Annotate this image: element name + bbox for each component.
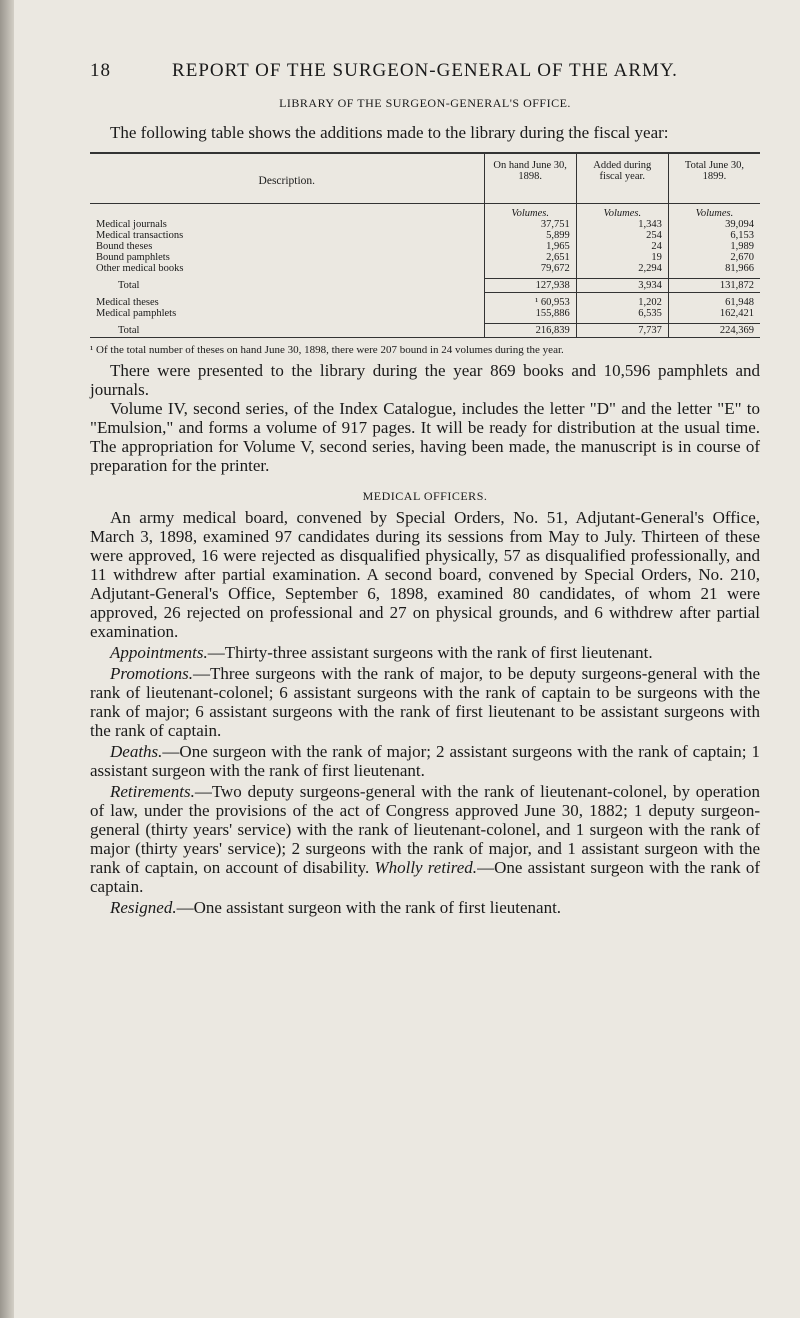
table-group-2	[90, 293, 760, 324]
group-2-descriptions	[90, 293, 484, 324]
table-cell: 3,934	[576, 279, 668, 293]
deaths-paragraph	[90, 742, 760, 780]
library-section-title: LIBRARY OF THE SURGEON-GENERAL'S OFFICE.	[279, 96, 571, 110]
table-cell: 1,202	[638, 297, 662, 308]
category-text: —Three surgeons with the rank of major, to be deputy surgeons-general with the rank of lieutenant-colonel; 6 assistant surgeons with the rank of captain to be surgeons with the rank of major; 6 assistant surgeons with the rank of first lieutenant to be assistant surgeons with the rank of captain.	[90, 664, 760, 740]
table-cell: 19	[651, 252, 662, 263]
table-cell: 254	[646, 230, 662, 241]
table-cell: 1,965	[546, 241, 570, 252]
table-cell: 6,153	[730, 230, 754, 241]
table-row-label: Medical theses	[96, 296, 159, 308]
units-label: Volumes.	[511, 208, 549, 219]
category-label: Promotions.	[110, 664, 193, 683]
group-2-added	[576, 293, 668, 324]
header-added: Added during fiscal year.	[576, 153, 668, 204]
table-cell: ¹ 60,953	[535, 297, 570, 308]
category-text: —Two deputy surgeons-general with the rank of lieutenant-colonel, by operation of law, under the provisions of the act of Congress approved June 30, 1882; 1 deputy surgeon-general (thirty years' service) with the rank of lieutenant-colonel, and 1 surgeon with the rank of major (thirty years' service); 2 surgeons with the rank of major, and 1 assistant surgeon with the rank of captain, on account of disability.	[90, 782, 760, 877]
appointments-paragraph	[90, 643, 760, 662]
page-number: 18	[90, 60, 111, 81]
category-text: —One assistant surgeon with the rank of captain.	[90, 858, 760, 896]
category-text: —One assistant surgeon with the rank of first lieutenant.	[176, 898, 562, 917]
category-text: —One surgeon with the rank of major; 2 assistant surgeons with the rank of captain; 1 assistant surgeon with the rank of first lieutenant.	[90, 742, 760, 780]
group-1-added	[576, 204, 668, 279]
library-intro: The following table shows the additions made to the library during the fiscal year:	[110, 123, 669, 142]
table-cell: 216,839	[484, 324, 576, 338]
table-row-label: Other medical books	[96, 263, 184, 274]
header-total: Total June 30, 1899.	[668, 153, 760, 204]
group-1-total	[668, 204, 760, 279]
table-cell: 81,966	[725, 263, 754, 274]
library-paragraph-presented: There were presented to the library during the year 869 books and 10,596 pamphlets and journals.	[90, 361, 760, 399]
page-binding-edge	[0, 0, 14, 1318]
medical-officers-title: MEDICAL OFFICERS.	[362, 489, 488, 503]
group-1-descriptions	[90, 204, 484, 279]
table-cell: 5,899	[546, 230, 570, 241]
table-cell: 7,737	[576, 324, 668, 338]
table-cell: 37,751	[540, 219, 570, 230]
library-additions-table	[90, 152, 760, 338]
table-cell: 6,535	[638, 308, 662, 319]
medical-board-paragraph: An army medical board, convened by Special Orders, No. 51, Adjutant-General's Office, March 3, 1898, examined 97 candidates during its sessions from May to July. Thirteen of these were approved, 16 were rejected as disqualified physically, 57 as disqualified professionally, and 11 withdrew after partial examination. A second board, convened by Special Orders, No. 210, Adjutant-General's Office, September 6, 1898, examined 80 candidates, of whom 21 were approved, 26 rejected on professional and 27 on physical grounds, and 6 withdrew after partial examination.	[90, 508, 760, 641]
group-2-on-hand	[484, 293, 576, 324]
table-row-label: Bound theses	[96, 241, 153, 252]
table-cell: 79,672	[540, 263, 570, 274]
table-total-row-2	[90, 324, 760, 338]
table-header-row	[90, 153, 760, 204]
category-label: Wholly retired.	[374, 858, 478, 877]
group-2-total	[668, 293, 760, 324]
table-cell: 155,886	[535, 308, 570, 319]
total-label: Total	[118, 279, 140, 291]
table-cell: 1,989	[730, 241, 754, 252]
category-text: —Thirty-three assistant surgeons with the rank of first lieutenant.	[207, 643, 653, 662]
resigned-paragraph	[90, 898, 760, 917]
retirements-paragraph	[90, 782, 760, 896]
table-cell: 2,651	[546, 252, 570, 263]
library-paragraph-index-catalogue: Volume IV, second series, of the Index Catalogue, includes the letter "D" and the letter "E" to "Emulsion," and forms a volume of 917 pages. It will be ready for distribution at the usual time. The appropriation for Volume V, second series, having been made, the manuscript is in course of preparation for the printer.	[90, 399, 760, 475]
running-header	[90, 60, 760, 82]
category-label: Retirements.	[110, 782, 195, 801]
category-label: Deaths.	[110, 742, 163, 761]
table-row-label: Medical journals	[96, 219, 167, 230]
table-row-label: Medical pamphlets	[96, 307, 177, 319]
total-label: Total	[90, 324, 484, 338]
table-footnote: ¹ Of the total number of theses on hand June 30, 1898, there were 207 bound in 24 volumes during the year.	[90, 344, 564, 356]
units-label: Volumes.	[603, 208, 642, 219]
table-cell: 61,948	[725, 297, 754, 308]
units-label: Volumes.	[695, 208, 734, 219]
category-label: Resigned.	[110, 898, 177, 917]
promotions-paragraph	[90, 664, 760, 740]
header-description: Description.	[90, 153, 484, 204]
table-cell: 224,369	[668, 324, 760, 338]
table-cell: 127,938	[484, 279, 576, 293]
table-cell: 39,094	[725, 219, 754, 230]
running-title: REPORT OF THE SURGEON-GENERAL OF THE ARMY.	[172, 60, 678, 81]
group-1-on-hand	[484, 204, 576, 279]
table-cell: 2,670	[730, 252, 754, 263]
table-row-label: Bound pamphlets	[96, 252, 170, 263]
table-cell: 24	[651, 241, 662, 252]
table-cell: 2,294	[638, 263, 662, 274]
table-row-label: Medical transactions	[96, 230, 184, 241]
table-cell: 131,872	[668, 279, 760, 293]
table-cell: 162,421	[719, 308, 754, 319]
header-on-hand: On hand June 30, 1898.	[484, 153, 576, 204]
table-group-1	[90, 204, 760, 279]
table-cell: 1,343	[638, 219, 662, 230]
page-content	[90, 60, 760, 917]
table-total-row-1	[90, 279, 760, 293]
category-label: Appointments.	[110, 643, 208, 662]
